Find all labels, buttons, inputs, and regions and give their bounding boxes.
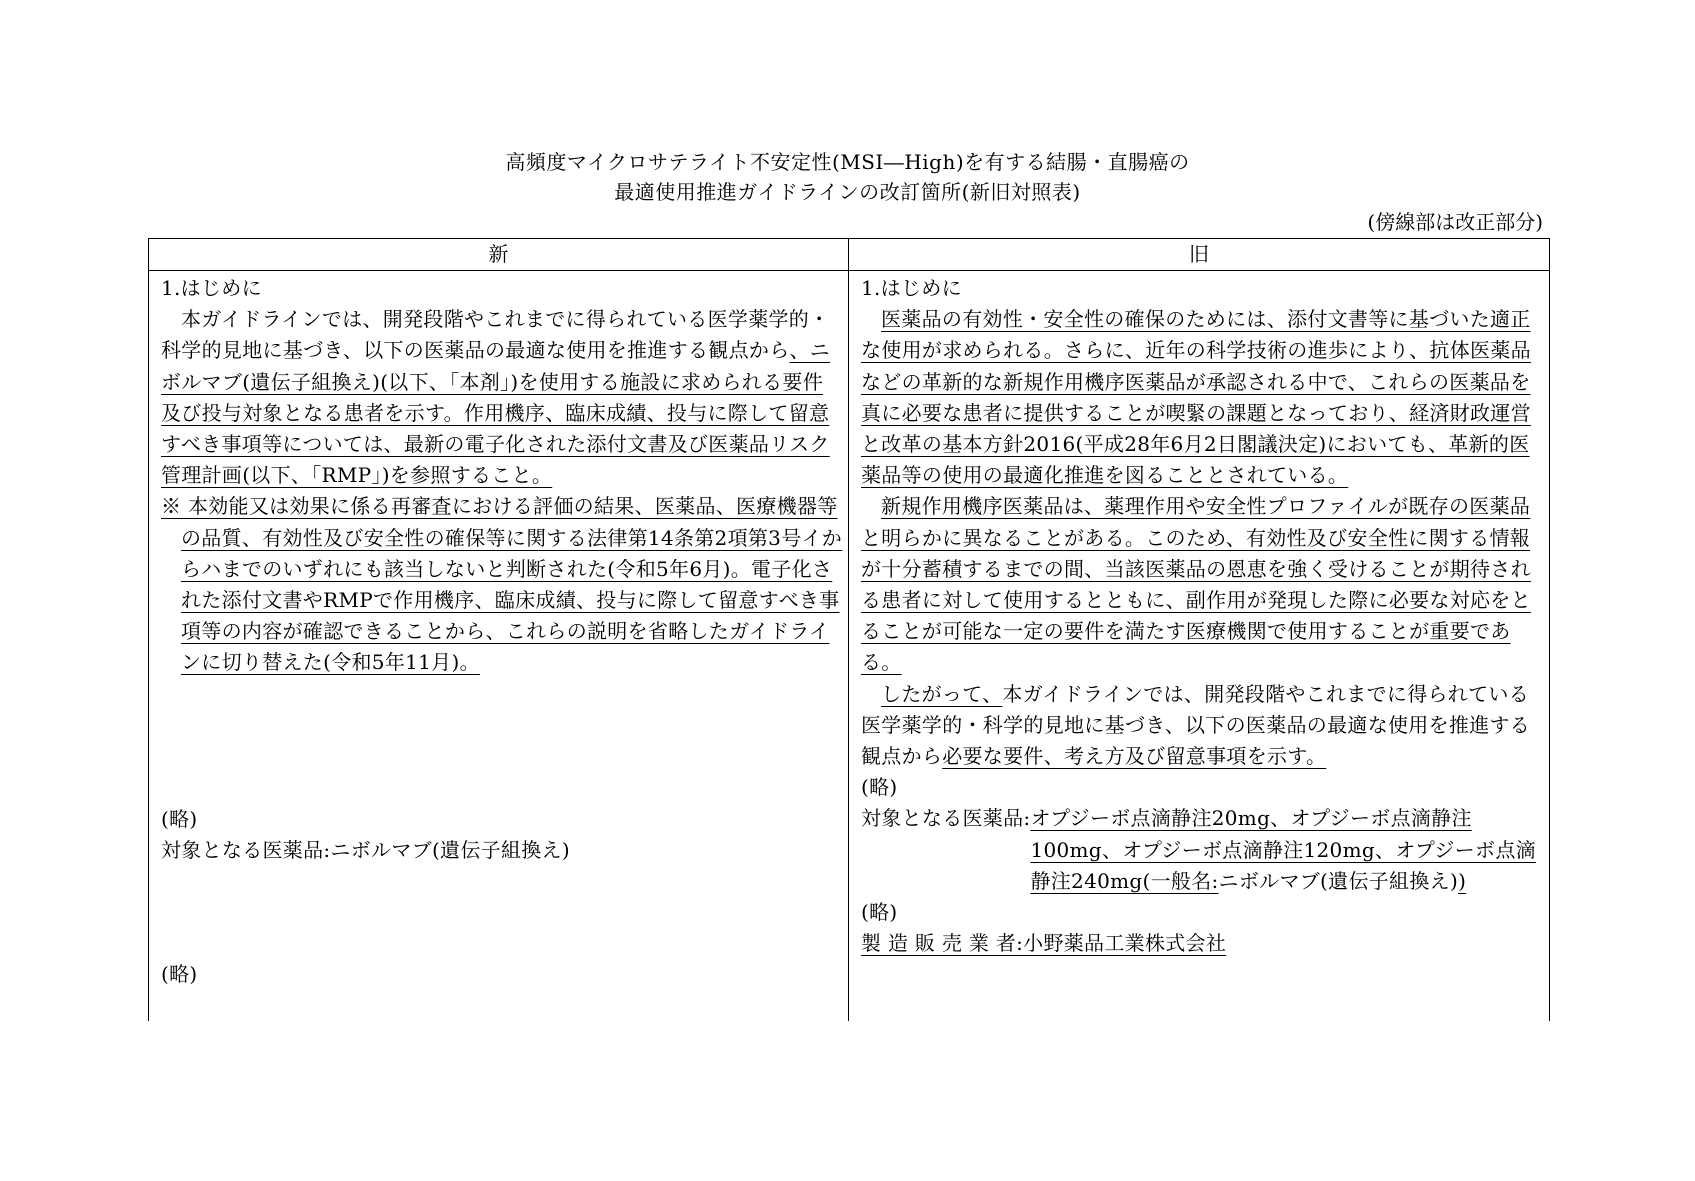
old-paragraph-2-text: 新規作用機序医薬品は、薬理作用や安全性プロファイルが既存の医薬品と明らかに異なることがある。このため、有効性及び安全性に関する情報が十分蓄積するまでの間、当該医薬品の恩恵を強く受けることが期待される患者に対して使用するとともに、副作用が発現した際に必要な対応をとることが可能な一定の要件を満たす医療機関で使用することが重要である。 bbox=[861, 494, 1531, 675]
new-intro-plain: 本ガイドラインでは、開発段階やこれまでに得られている医学薬学的・科学的見地に基づき、以下の医薬品の最適な使用を推進する観点から bbox=[161, 307, 830, 363]
old-maker-row bbox=[861, 928, 1543, 959]
old-maker-value: 小野薬品工業株式会社 bbox=[1023, 931, 1227, 956]
new-note-text: ※ 本効能又は効果に係る再審査における評価の結果、医薬品、医療機器等の品質、有効性及び安全性の確保等に関する法律第14条第2項第3号イからハまでのいずれにも該当しないと判断された(令和5年6月)。電子化された添付文書やRMPで作用機序、臨床成績、投与に際して留意すべき事項等の内容が確認できることから、これらの説明を省略したガイドラインに切り替えた(令和5年11月)。 bbox=[161, 494, 843, 675]
document-title-line1: 高頻度マイクロサテライト不安定性(MSI―High)を有する結腸・直腸癌の bbox=[505, 150, 1190, 174]
old-drug-value-underlined: オプジーボ点滴静注20mg、オプジーボ点滴静注100mg、オプジーボ点滴静注120mg、オプジーボ点滴静注240mg(一般名: bbox=[1030, 806, 1536, 893]
column-divider bbox=[848, 239, 849, 1021]
old-drug-value bbox=[1030, 803, 1543, 897]
old-paragraph-1 bbox=[861, 304, 1543, 491]
column-header-old: 旧 bbox=[849, 239, 1549, 271]
old-drug-value-plain2: え) bbox=[1429, 868, 1459, 893]
old-paragraph-2 bbox=[861, 491, 1543, 678]
new-column bbox=[161, 273, 843, 990]
old-paragraph-3-start: したがって、 bbox=[881, 681, 1003, 706]
document-title-line2: 最適使用推進ガイドラインの改訂箇所(新旧対照表) bbox=[614, 180, 1081, 204]
new-note-paragraph bbox=[161, 491, 843, 678]
new-omit-2: (略) bbox=[161, 962, 198, 987]
new-drug-row bbox=[161, 835, 843, 866]
old-drug-row bbox=[861, 803, 1543, 897]
old-paragraph-3-end: 必要な要件、考え方及び留意事項を示す。 bbox=[942, 744, 1327, 769]
old-drug-value-close: ) bbox=[1458, 868, 1467, 893]
comparison-table bbox=[148, 238, 1550, 1021]
old-paragraph-3-plain: 本ガイドラインでは、開発段階やこれまでに得られている医学薬学的・科学的見地に基づき、以下の医薬品の最適な使用を推進する観点から bbox=[861, 681, 1531, 769]
old-drug-value-plain: ニボルマブ(遺伝子組換 bbox=[1218, 868, 1430, 893]
old-maker-label: 製 造 販 売 業 者 bbox=[861, 931, 1017, 956]
old-column bbox=[861, 273, 1543, 959]
old-maker-colon: : bbox=[1016, 931, 1024, 956]
new-heading: 1.はじめに bbox=[161, 276, 262, 300]
new-omit-1: (略) bbox=[161, 806, 198, 831]
column-header-new: 新 bbox=[149, 239, 848, 271]
old-omit-1: (略) bbox=[861, 775, 898, 800]
new-intro-paragraph bbox=[161, 304, 843, 491]
old-heading: 1.はじめに bbox=[861, 276, 962, 300]
old-omit-2: (略) bbox=[861, 900, 898, 925]
old-paragraph-3 bbox=[861, 679, 1543, 773]
new-intro-underlined: 、ニボルマブ(遺伝子組換え)(以下、「本剤」)を使用する施設に求められる要件及び投与対象となる患者を示す。作用機序、臨床成績、投与に際して留意すべき事項等については、最新の電子化された添付文書及び医薬品リスク管理計画(以下、「RMP」)を参照すること。 bbox=[161, 338, 831, 488]
new-drug-label: 対象となる医薬品: bbox=[161, 837, 331, 862]
new-drug-value: ニボルマブ(遺伝子組換え) bbox=[330, 837, 570, 862]
old-drug-label: 対象となる医薬品: bbox=[861, 806, 1031, 831]
underline-note: (傍線部は改正部分) bbox=[1367, 210, 1543, 234]
old-paragraph-1-text: 医薬品の有効性・安全性の確保のためには、添付文書等に基づいた適正な使用が求められる。さらに、近年の科学技術の進歩により、抗体医薬品などの革新的な新規作用機序医薬品が承認される中で、これらの医薬品を真に必要な患者に提供することが喫緊の課題となっており、経済財政運営と改革の基本方針2016(平成28年6月2日閣議決定)においても、革新的医薬品等の使用の最適化推進を図ることとされている。 bbox=[861, 307, 1531, 488]
